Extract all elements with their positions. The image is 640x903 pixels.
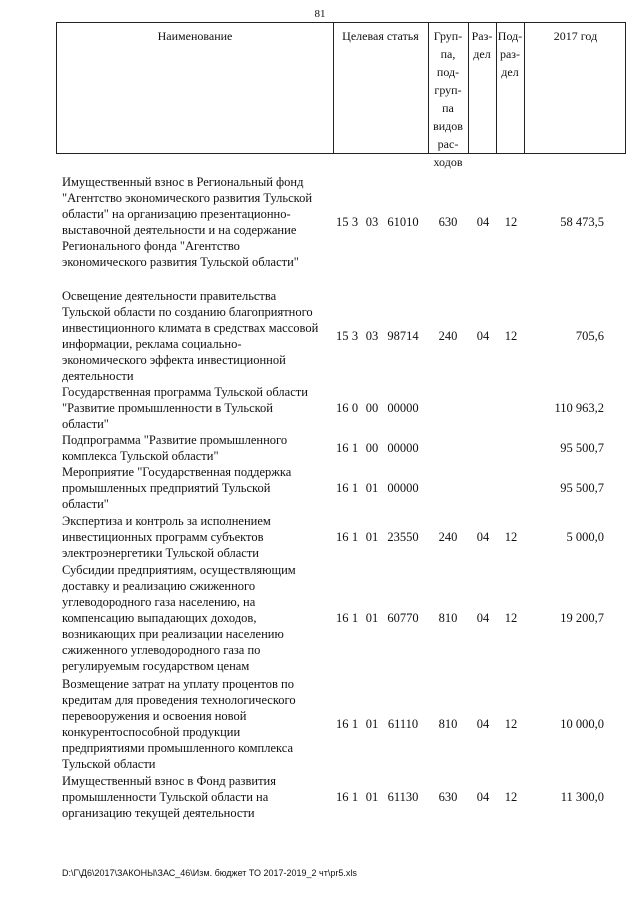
section: 04 [476, 790, 490, 804]
target-subprogram: 3 [351, 215, 359, 229]
target-program: 16 [336, 481, 349, 495]
target-subprogram: 1 [351, 530, 359, 544]
amount-2017: 95 500,7 [560, 481, 604, 495]
expense-group: 240 [438, 530, 458, 544]
target-direction: 00000 [387, 441, 419, 455]
amount-2017: 95 500,7 [560, 441, 604, 455]
row-name: Имущественный взнос в Региональный фонд "Агентство экономического развития Тульской области" на организацию презентационно- выставочной деятельности и на содержание Регионального фонда "Агентство экономического развития Тульской области" [62, 175, 313, 269]
target-measure: 01 [365, 790, 379, 804]
header-subsection: Под- раз- дел [497, 29, 523, 79]
row-name: Имущественный взнос в Фонд развития промышленности Тульской области на организацию текущей деятельности [62, 774, 276, 820]
subsection: 12 [504, 530, 518, 544]
target-direction: 61010 [387, 215, 419, 229]
target-direction: 61130 [387, 790, 419, 804]
target-subprogram: 3 [351, 329, 359, 343]
target-subprogram: 1 [351, 611, 359, 625]
amount-2017: 58 473,5 [560, 215, 604, 229]
subsection: 12 [504, 611, 518, 625]
section: 04 [476, 611, 490, 625]
target-program: 15 [336, 329, 349, 343]
subsection: 12 [504, 329, 518, 343]
section: 04 [476, 530, 490, 544]
target-direction: 61110 [387, 717, 419, 731]
target-program: 16 [336, 401, 349, 415]
section: 04 [476, 329, 490, 343]
amount-2017: 110 963,2 [554, 401, 604, 415]
target-subprogram: 1 [351, 481, 359, 495]
target-measure: 01 [365, 530, 379, 544]
expense-group: 810 [438, 717, 458, 731]
target-direction: 00000 [387, 401, 419, 415]
target-program: 16 [336, 530, 349, 544]
target-subprogram: 1 [351, 441, 359, 455]
target-subprogram: 0 [351, 401, 359, 415]
subsection: 12 [504, 717, 518, 731]
target-measure: 01 [365, 611, 379, 625]
header-group: Груп- па, под- груп- па видов рас- ходов [433, 29, 463, 169]
expense-group: 630 [438, 790, 458, 804]
target-direction: 00000 [387, 481, 419, 495]
section: 04 [476, 717, 490, 731]
amount-2017: 11 300,0 [560, 790, 604, 804]
target-subprogram: 1 [351, 717, 359, 731]
target-program: 16 [336, 717, 349, 731]
amount-2017: 19 200,7 [560, 611, 604, 625]
row-name: Экспертиза и контроль за исполнением инвестиционных программ субъектов электроэнергетики Тульской области [62, 514, 271, 560]
target-program: 16 [336, 441, 349, 455]
row-name: Возмещение затрат на уплату процентов по кредитам для проведения технологического перевооружения и освоения новой конкурентоспособной продукции предприятиями промышленного комплекса Тульской области [62, 677, 296, 771]
expense-group: 240 [438, 329, 458, 343]
expense-group: 810 [438, 611, 458, 625]
target-subprogram: 1 [351, 790, 359, 804]
target-direction: 23550 [387, 530, 419, 544]
target-measure: 00 [365, 441, 379, 455]
target-program: 16 [336, 790, 349, 804]
amount-2017: 5 000,0 [566, 530, 604, 544]
page-number: 81 [314, 8, 326, 20]
header-year: 2017 год [553, 29, 598, 43]
target-measure: 03 [365, 215, 379, 229]
target-direction: 60770 [387, 611, 419, 625]
target-measure: 03 [365, 329, 379, 343]
target-measure: 00 [365, 401, 379, 415]
file-path-footer: D:\Г\Д6\2017\ЗАКОНЫ\ЗАС_46\Изм. бюджет ТО 2017-2019_2 чт\pr5.xls [62, 868, 357, 878]
target-measure: 01 [365, 481, 379, 495]
row-name: Освещение деятельности правительства Тульской области по созданию благоприятного инвестиционного климата в средствах массовой информации, реклама социально- экономического эффекта инвестиционной деятельности [62, 289, 319, 383]
row-name: Государственная программа Тульской области "Развитие промышленности в Тульской области" [62, 385, 308, 431]
row-name: Подпрограмма "Развитие промышленного комплекса Тульской области" [62, 433, 288, 463]
header-name: Наименование [157, 29, 233, 43]
section: 04 [476, 215, 490, 229]
target-program: 15 [336, 215, 349, 229]
header-target: Целевая статья [342, 29, 419, 43]
amount-2017: 705,6 [575, 329, 604, 343]
subsection: 12 [504, 215, 518, 229]
row-name: Субсидии предприятиям, осуществляющим доставку и реализацию сжиженного углеводородного газа населению, на компенсацию выпадающих доходов, возникающих при реализации населению сжиженного углеводородного газа по регулируемым государством ценам [62, 563, 296, 673]
subsection: 12 [504, 790, 518, 804]
target-program: 16 [336, 611, 349, 625]
amount-2017: 10 000,0 [560, 717, 604, 731]
header-section: Раз- дел [471, 29, 493, 61]
target-direction: 98714 [387, 329, 419, 343]
expense-group: 630 [438, 215, 458, 229]
target-measure: 01 [365, 717, 379, 731]
row-name: Мероприятие "Государственная поддержка промышленных предприятий Тульской области" [62, 465, 292, 511]
